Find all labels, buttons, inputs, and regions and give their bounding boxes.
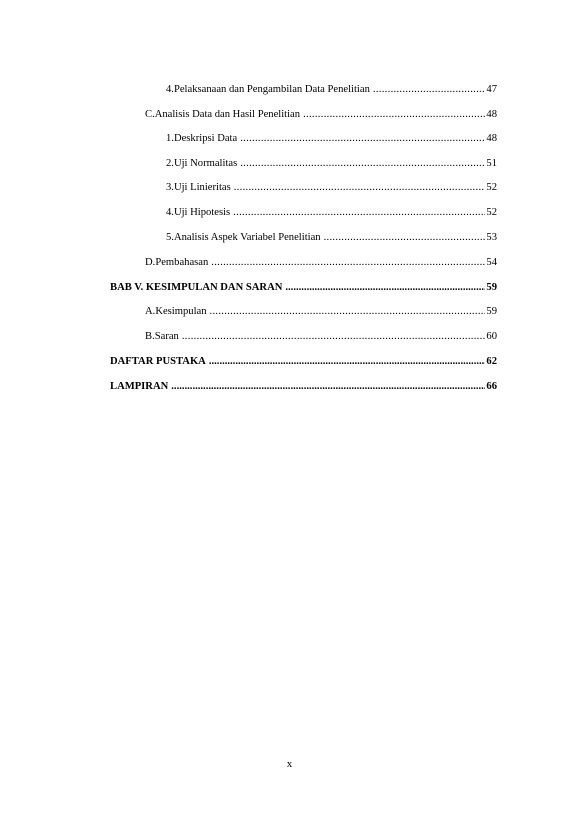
dot-leader <box>234 181 486 195</box>
toc-entry-number: 4. <box>166 207 174 218</box>
toc-entry-number: C. <box>145 109 155 120</box>
toc-entry <box>145 330 497 344</box>
toc-entry-number: 2. <box>166 158 174 169</box>
toc-entry-page: 60 <box>486 331 497 342</box>
toc-entry <box>166 231 497 245</box>
toc-entry-number: D. <box>145 257 156 268</box>
dot-leader <box>240 132 485 146</box>
toc-entry-title: BAB V. KESIMPULAN DAN SARAN <box>110 282 283 293</box>
toc-entry-title: Kesimpulan <box>155 306 207 317</box>
toc-entry-page: 59 <box>486 306 497 317</box>
toc-entry-title: Pembahasan <box>155 257 209 268</box>
toc-entry-page: 51 <box>486 158 497 169</box>
toc-entry-title: Analisis Aspek Variabel Penelitian <box>173 232 321 243</box>
dot-leader <box>240 157 485 171</box>
dot-leader <box>171 380 485 394</box>
dot-leader <box>285 281 485 295</box>
toc-entry-page: 52 <box>486 207 497 218</box>
dot-leader <box>211 256 485 270</box>
toc-entry <box>166 206 497 220</box>
toc-entry <box>166 181 497 195</box>
toc-entry-number: 1. <box>166 133 174 144</box>
toc-entry-title: Saran <box>154 331 179 342</box>
toc-entry-page: 48 <box>486 109 497 120</box>
toc-chapter-entry <box>110 355 497 369</box>
toc-entry-number: B. <box>145 331 155 342</box>
toc-entry-page: 54 <box>486 257 497 268</box>
page-number: x <box>286 758 293 770</box>
toc-entry-page: 47 <box>486 84 497 95</box>
toc-entry-title: Pelaksanaan dan Pengambilan Data Penelitian <box>173 84 370 95</box>
toc-entry <box>145 305 497 319</box>
dot-leader <box>303 108 485 122</box>
toc-entry-page: 62 <box>486 356 497 367</box>
toc-entry-page: 66 <box>486 381 497 392</box>
toc-entry-number: 5. <box>166 232 174 243</box>
toc-chapter-entry <box>110 281 497 295</box>
toc-chapter-entry <box>110 380 497 394</box>
toc-entry-title: Deskripsi Data <box>173 133 238 144</box>
toc-entry <box>145 256 497 270</box>
toc-entry-number: 4. <box>166 84 174 95</box>
dot-leader <box>182 330 486 344</box>
toc-entry-title: DAFTAR PUSTAKA <box>110 356 206 367</box>
dot-leader <box>373 83 486 97</box>
toc-entry-page: 59 <box>486 282 497 293</box>
toc-entry <box>145 108 497 122</box>
dot-leader <box>209 355 486 369</box>
toc-entry-number: A. <box>145 306 156 317</box>
toc-entry <box>166 83 497 97</box>
toc-entry-title: Uji Linieritas <box>173 182 231 193</box>
toc-entry-page: 52 <box>486 182 497 193</box>
toc-entry <box>166 132 497 146</box>
toc-entry-title: Uji Hipotesis <box>173 207 231 218</box>
toc-entry-title: LAMPIRAN <box>110 381 169 392</box>
toc-entry-title: Analisis Data dan Hasil Penelitian <box>154 109 301 120</box>
toc-entry-page: 48 <box>486 133 497 144</box>
toc-entry <box>166 157 497 171</box>
dot-leader <box>210 305 486 319</box>
toc-entry-number: 3. <box>166 182 174 193</box>
toc-entry-title: Uji Normalitas <box>173 158 238 169</box>
dot-leader <box>233 206 485 220</box>
toc-entry-page: 53 <box>486 232 497 243</box>
dot-leader <box>324 231 486 245</box>
